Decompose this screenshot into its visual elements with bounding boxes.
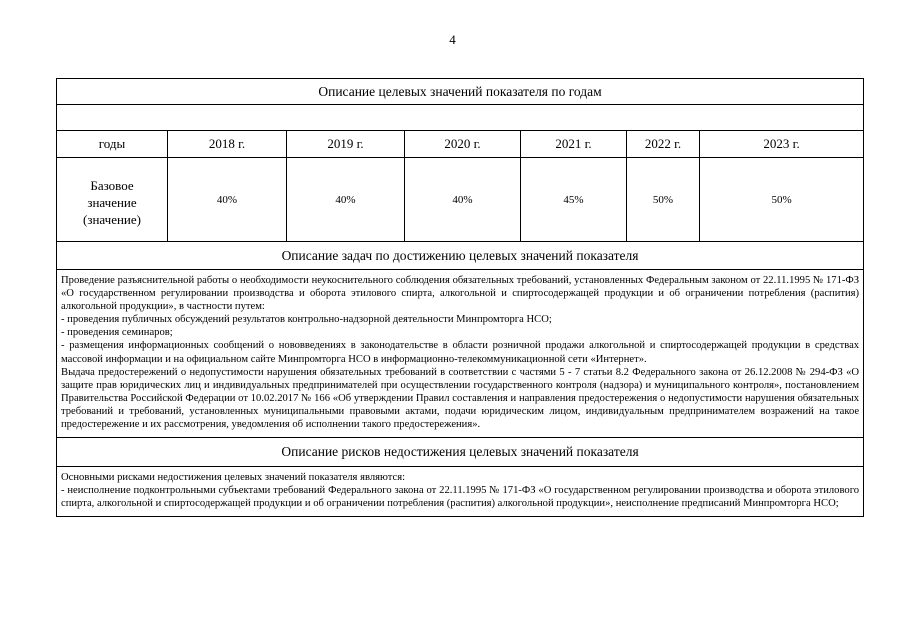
base-label-line: значение: [87, 195, 137, 210]
risks-title-row: [57, 438, 864, 467]
year-cell: 2019 г.: [287, 131, 405, 158]
tasks-body-cell: [57, 270, 864, 438]
risks-section-title: Описание рисков недостижения целевых значений показателя: [57, 438, 864, 467]
blank-row: [57, 105, 864, 131]
value-cell: 40%: [405, 158, 521, 242]
risks-body-row: [57, 467, 864, 517]
value-cell: 40%: [287, 158, 405, 242]
value-cell: 50%: [627, 158, 700, 242]
tasks-body-row: [57, 270, 864, 438]
tasks-paragraph: - размещения информационных сообщений о нововведениях в законодательстве в области розничной продажи алкогольной и спиртосодержащей продукции в средствах массовой информации и на официальном сайте Минпромторга НСО в информационно-телекоммуникационной сети «Интернет».: [61, 340, 860, 365]
tasks-section-title: Описание задач по достижению целевых значений показателя: [57, 242, 864, 270]
base-label-line: (значение): [83, 212, 141, 227]
year-cell: 2018 г.: [168, 131, 287, 158]
page-number: 4: [449, 32, 456, 47]
tasks-paragraph: - проведения семинаров;: [61, 327, 173, 339]
targets-section-title: Описание целевых значений показателя по годам: [57, 79, 864, 105]
base-value-label-cell: [57, 158, 168, 242]
tasks-paragraph: Проведение разъяснительной работы о необходимости неукоснительного соблюдения обязательных требований, установленных Федеральным законом от 22.11.1995 № 171-ФЗ «О государственном регулировании производства и оборота этилового спирта, алкогольной и спиртосодержащей продукции и об ограничении потребления (распития) алкогольной продукции», в частности путем:: [61, 275, 860, 313]
base-label-line: Базовое: [90, 178, 134, 193]
years-header-cell: годы: [57, 131, 168, 158]
year-cell: 2023 г.: [700, 131, 864, 158]
blank-cell: [57, 105, 864, 131]
base-values-row: [57, 158, 864, 242]
value-cell: 40%: [168, 158, 287, 242]
tasks-paragraph: - проведения публичных обсуждений результатов контрольно-надзорной деятельности Минпромторга НСО;: [61, 314, 552, 326]
years-row: [57, 131, 864, 158]
indicator-table: [56, 78, 864, 517]
value-cell: 50%: [700, 158, 864, 242]
tasks-title-row: [57, 242, 864, 270]
value-cell: 45%: [521, 158, 627, 242]
tasks-paragraph: Выдача предостережений о недопустимости нарушения обязательных требований в соответствии с частями 5 - 7 статьи 8.2 Федерального закона от 26.12.2008 № 294-ФЗ «О защите прав юридических лиц и индивидуальных предпринимателей при осуществлении государственного контроля (надзора) и муниципального контроля», постановлением Правительства Российской Федерации от 10.02.2017 № 166 «Об утверждении Правил составления и направления предостережения о недопустимости нарушения обязательных требований и требований, установленных муниципальными правовыми актами, подачи юридическим лицом, индивидуальным предпринимателем возражений на такое предостережение и их рассмотрения, уведомления об исполнении такого предостережения».: [61, 366, 860, 431]
risks-paragraph: Основными рисками недостижения целевых значений показателя являются:: [61, 472, 406, 484]
year-cell: 2020 г.: [405, 131, 521, 158]
risks-paragraph: - неисполнение подконтрольными субъектами требований Федерального закона от 22.11.1995 № 171-ФЗ «О государственном регулировании производства и оборота этилового спирта, алкогольной и спиртосодержащей продукции и об ограничении потребления (распития) алкогольной продукции», неисполнение предписаний Минпромторга НСО;: [61, 485, 860, 510]
targets-title-row: [57, 79, 864, 105]
risks-body-cell: [57, 467, 864, 517]
year-cell: 2022 г.: [627, 131, 700, 158]
year-cell: 2021 г.: [521, 131, 627, 158]
